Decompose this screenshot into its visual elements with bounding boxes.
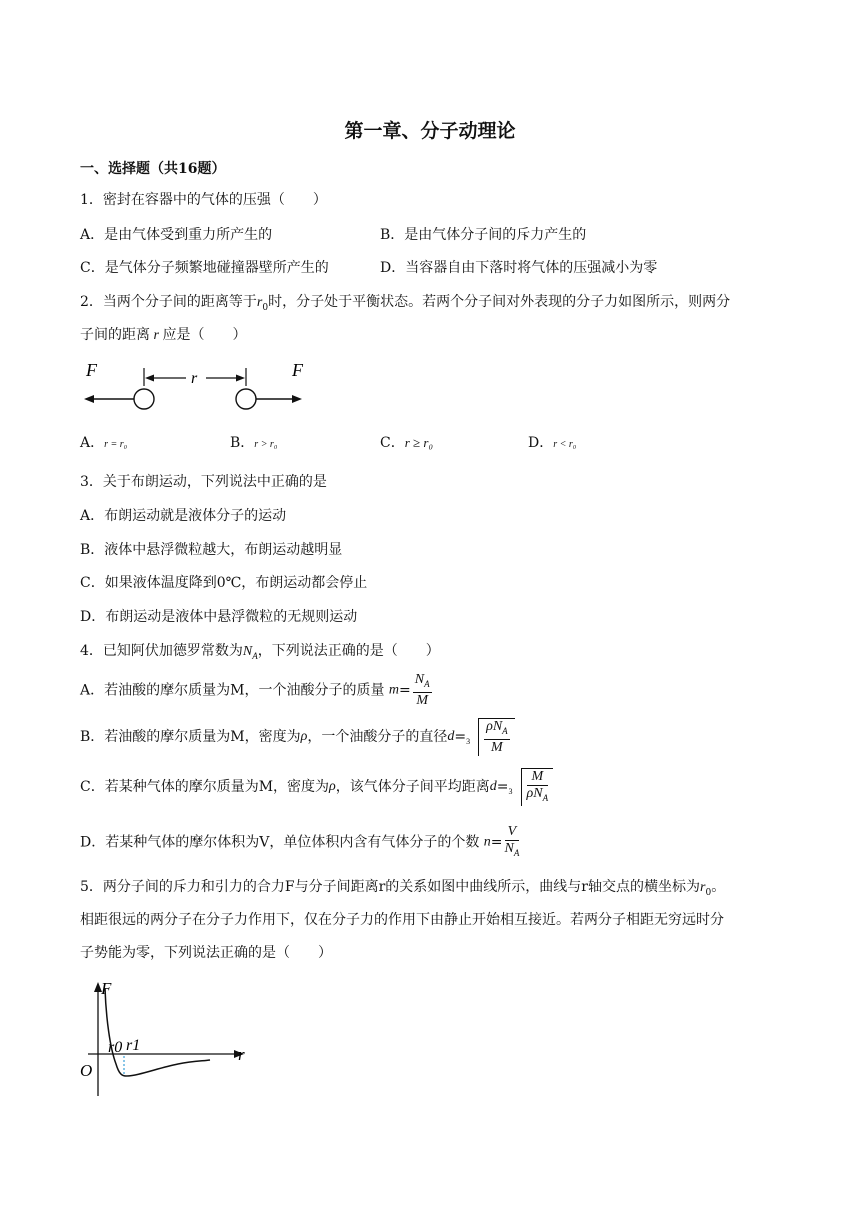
q3-option-b: B．液体中悬浮微粒越大，布朗运动越明显 [80,542,343,558]
q4-option-d: D．若某种气体的摩尔体积为V，单位体积内含有气体分子的个数 n= $\frac{V}{N_A}$ [80,824,520,858]
q2-option-a: A．r = r₀ [80,435,128,451]
q1-option-d: D．当容器自由下落时将气体的压强减小为零 [380,260,658,276]
q3-option-c: C．如果液体温度降到0℃，布朗运动都会停止 [80,575,368,591]
q2-stem-line1: 2．当两个分子间的距离等于$r_0$时，分子处于平衡状态。若两个分子间对外表现的分子力如图所示，则两分 [80,294,731,313]
q1-option-a: A．是由气体受到重力所产生的 [80,227,273,243]
q3-stem: 3．关于布朗运动，下列说法中正确的是 [80,474,327,490]
q2-stem-line2: 子间的距离 r 应是（ ） [80,327,247,343]
q2-option-c: C．r ≥ r₀ [380,435,433,451]
q3-option-a: A．布朗运动就是液体分子的运动 [80,508,287,524]
fig-r-label: r [191,370,198,387]
q5-force-curve-figure [78,978,258,1100]
q5-stem-line2: 相距很远的两分子在分子力作用下，仅在分子力的作用下由静止开始相互接近。若两分子相距无穷远时分 [80,912,724,928]
fig-molecule-right [236,389,256,409]
page-title: 第一章、分子动理论 [344,120,516,142]
fig-force-right-label: F [292,360,303,380]
fig-molecule-left [134,389,154,409]
fig-origin-label: O [80,1061,93,1080]
q5-stem-line1: 5．两分子间的斥力和引力的合力F与分子间距离r的关系如图中曲线所示，曲线与r轴交点的横坐标为$r_0$。 [80,879,726,898]
q3-option-d: D．布朗运动是液体中悬浮微粒的无规则运动 [80,609,358,625]
q2-force-figure [80,356,310,416]
fig-F-axis-label: F [101,979,112,998]
q1-stem: 1．密封在容器中的气体的压强（ ） [80,192,327,208]
q4-option-a: A．若油酸的摩尔质量为M，一个油酸分子的质量 m= $\frac{N_A}{M}$ [80,672,430,708]
q1-option-c: C．是气体分子频繁地碰撞器壁所产生的 [80,260,329,276]
fig-r0-label: r0 [108,1039,123,1056]
section-heading: 一、选择题（共16题） [80,161,226,177]
fig-r1-label: r1 [126,1037,141,1054]
fig-force-curve [105,988,210,1076]
q4-stem: 4．已知阿伏加德罗常数为$N_A$，下列说法正确的是（ ） [80,643,440,661]
q4-option-c: C．若某种气体的摩尔质量为M，密度为ρ，该气体分子间平均距离d= 3 $\frac{M}{\rho N_A}$ [80,768,553,806]
fig-force-left-label: F [86,360,97,380]
q4-option-b: B．若油酸的摩尔质量为M，密度为ρ，一个油酸分子的直径d= 3 $\frac{\rho N_A}{M}$ [80,718,515,756]
q1-option-b: B．是由气体分子间的斥力产生的 [380,227,587,243]
fig-r-axis-label: r [238,1045,245,1064]
q2-option-b: B．r > r₀ [230,435,278,451]
q5-stem-line3: 子势能为零，下列说法正确的是（ ） [80,945,332,961]
q2-option-d: D．r < r₀ [528,435,577,451]
